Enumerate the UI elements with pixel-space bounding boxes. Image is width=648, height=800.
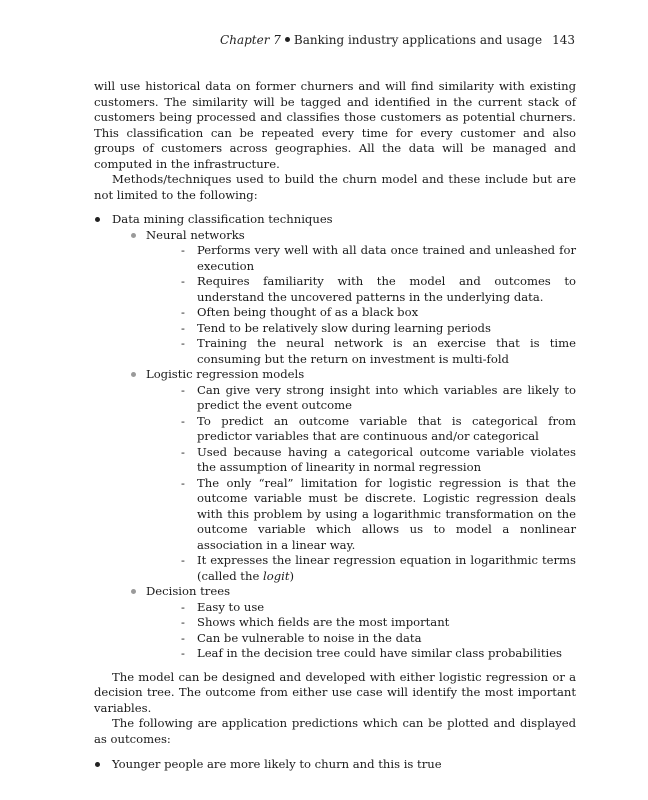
sub-bullet-icon xyxy=(131,372,136,377)
detail-text: Performs very well with all data once trained and unleashed for execution xyxy=(197,243,576,273)
sub-list-item-logistic xyxy=(112,367,576,584)
detail-text: Can be vulnerable to noise in the data xyxy=(197,630,422,645)
dash-icon: - xyxy=(181,413,185,428)
page-number: 143 xyxy=(552,33,575,47)
sub-list-item-decision xyxy=(112,584,576,662)
detail-text: Shows which fields are the most important xyxy=(197,615,450,629)
detail-text-suffix: ) xyxy=(289,568,295,583)
dash-icon: - xyxy=(181,305,185,319)
detail-item xyxy=(146,646,576,662)
methods-paragraph: Methods/techniques used to build the churn model and these include but are not limited to the following: xyxy=(94,172,576,202)
detail-text: Training the neural network is an exercise that is time consuming but the return on investment is multi-fold xyxy=(197,336,576,366)
detail-text: Leaf in the decision tree could have similar class probabilities xyxy=(197,646,562,660)
intro-paragraph: will use historical data on former churners and will find similarity with existing customers. The similarity will be tagged and identified in the current stack of customers being processed and classifies those customers as potential churners. This classification can be repeated every time for every customer and also groups of customers across geographies. All the data will be managed and computed in the infrastructure. xyxy=(94,79,576,171)
detail-text: Easy to use xyxy=(197,599,265,614)
detail-item xyxy=(146,553,576,584)
detail-item xyxy=(146,600,576,616)
dash-icon: - xyxy=(181,615,185,629)
detail-text: Used because having a categorical outcome variable violates the assumption of linearity in normal regression xyxy=(197,444,576,474)
sub-list-item-neural xyxy=(112,228,576,368)
sub-list xyxy=(112,228,576,662)
detail-item xyxy=(146,414,576,445)
dash-icon: - xyxy=(181,320,185,335)
logit-term: logit xyxy=(263,568,290,583)
spacer xyxy=(94,662,576,670)
dash-icon: - xyxy=(181,444,185,459)
detail-text: Requires familiarity with the model and outcomes to understand the uncovered patterns in the underlying data. xyxy=(197,274,576,304)
decision-details xyxy=(146,600,576,662)
model-paragraph: The model can be designed and developed with either logistic regression or a decision tree. The outcome from either use case will identify the most important variables. xyxy=(94,669,576,715)
detail-text: Can give very strong insight into which variables are likely to predict the event outcome xyxy=(197,382,576,412)
list-item xyxy=(94,757,576,773)
dash-icon: - xyxy=(181,382,185,397)
bullet-icon xyxy=(95,762,100,767)
detail-item xyxy=(146,243,576,274)
sub-list-item-label: Logistic regression models xyxy=(146,367,305,381)
running-header xyxy=(220,32,575,48)
dash-icon: - xyxy=(181,630,185,645)
technique-list xyxy=(94,212,576,662)
dash-icon: - xyxy=(181,336,185,350)
chapter-label: Chapter 7 xyxy=(220,33,281,47)
detail-item xyxy=(146,615,576,631)
following-paragraph: The following are application predictions which can be plotted and displayed as outcomes: xyxy=(94,716,576,746)
sub-list-item-label: Neural networks xyxy=(146,227,245,242)
sub-list-item-label: Decision trees xyxy=(146,584,231,598)
detail-item xyxy=(146,631,576,647)
neural-details xyxy=(146,243,576,367)
dash-icon: - xyxy=(181,475,185,490)
dash-icon: - xyxy=(181,599,185,614)
bullet-separator-icon xyxy=(285,37,290,42)
chapter-title: Banking industry applications and usage xyxy=(293,33,543,47)
list-item-label: Data mining classification techniques xyxy=(112,212,333,226)
sub-bullet-icon xyxy=(131,233,136,238)
detail-text-prefix: It expresses the linear regression equation in logarithmic terms (called the xyxy=(197,553,576,583)
list-item-label: Younger people are more likely to churn and this is true xyxy=(112,757,442,771)
detail-text: Often being thought of as a black box xyxy=(197,305,419,319)
detail-item xyxy=(146,274,576,305)
detail-item xyxy=(146,305,576,321)
detail-item xyxy=(146,336,576,367)
outcome-list xyxy=(94,757,576,773)
dash-icon: - xyxy=(181,274,185,288)
dash-icon: - xyxy=(181,243,185,257)
list-item xyxy=(94,212,576,662)
dash-icon: - xyxy=(181,646,185,660)
detail-item xyxy=(146,321,576,337)
detail-text: The only “real” limitation for logistic regression is that the outcome variable must be discrete. Logistic regression deals with this problem by using a logarithmic transformation on the outcome variable which allows us to model a nonlinear association in a linear way. xyxy=(197,475,576,552)
dash-icon: - xyxy=(181,553,185,567)
sub-bullet-icon xyxy=(131,589,136,594)
detail-item xyxy=(146,445,576,476)
bullet-icon xyxy=(95,217,100,222)
body-text xyxy=(94,79,576,773)
detail-text: Tend to be relatively slow during learning periods xyxy=(197,320,491,335)
detail-item xyxy=(146,383,576,414)
detail-item xyxy=(146,476,576,554)
detail-text: To predict an outcome variable that is categorical from predictor variables that are continuous and/or categorical xyxy=(197,413,576,443)
logistic-details xyxy=(146,383,576,585)
